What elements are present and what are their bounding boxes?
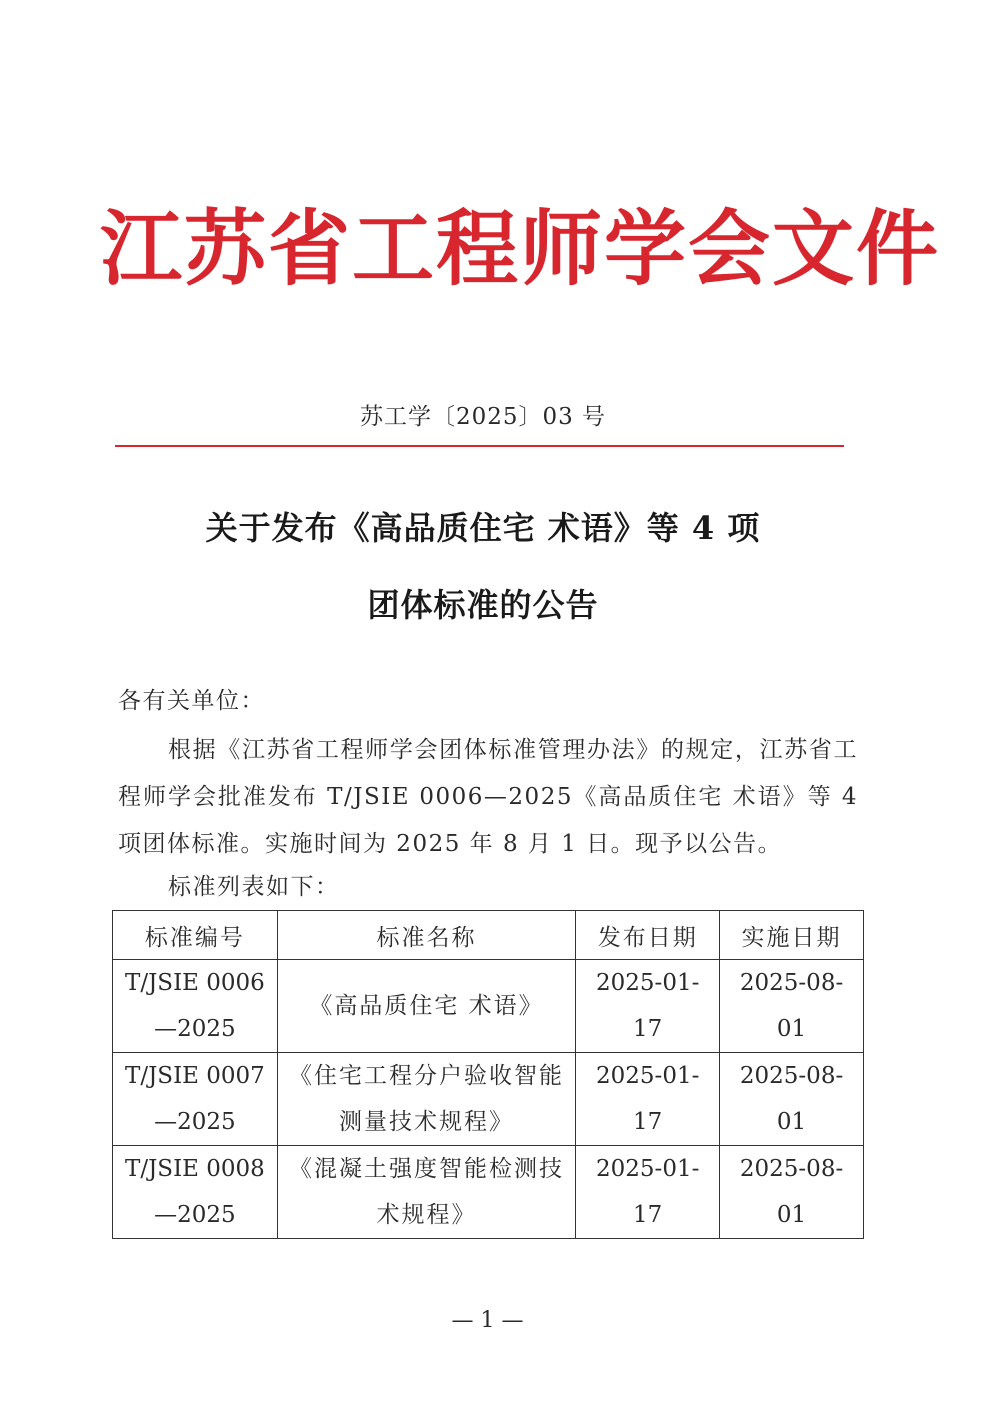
standard-name: 《高品质住宅 术语》: [277, 960, 575, 1053]
publish-date: 2025-01-17: [576, 1146, 720, 1239]
publish-date: 2025-01-17: [576, 960, 720, 1053]
standard-name: 《住宅工程分户验收智能测量技术规程》: [277, 1053, 575, 1146]
red-divider-line: [115, 445, 844, 447]
header-code: 标准编号: [113, 911, 278, 960]
standards-table: [112, 910, 864, 1239]
standard-name: 《混凝土强度智能检测技术规程》: [277, 1146, 575, 1239]
document-number: 苏工学〔2025〕03 号: [359, 404, 607, 430]
table-row: [113, 960, 864, 1053]
implement-date: 2025-08-01: [720, 1146, 864, 1239]
header-implement-date: 实施日期: [720, 911, 864, 960]
header-name: 标准名称: [277, 911, 575, 960]
implement-date: 2025-08-01: [720, 1053, 864, 1146]
standard-code-line2: —2025: [154, 1109, 236, 1135]
implement-date: 2025-08-01: [720, 960, 864, 1053]
page-number: — 1 —: [451, 1308, 524, 1333]
standard-code: [113, 1146, 278, 1239]
table-row: [113, 1146, 864, 1239]
table-header-row: [113, 911, 864, 960]
standard-code-line1: T/JSIE 0006: [125, 970, 265, 996]
announcement-title-line1: 关于发布《高品质住宅 术语》等 4 项: [205, 509, 761, 547]
list-intro: 标准列表如下：: [168, 874, 340, 900]
standard-code: [113, 960, 278, 1053]
header-publish-date: 发布日期: [576, 911, 720, 960]
standard-code-line2: —2025: [154, 1016, 236, 1042]
table-row: [113, 1053, 864, 1146]
publish-date: 2025-01-17: [576, 1053, 720, 1146]
standard-code: [113, 1053, 278, 1146]
announcement-title-line2: 团体标准的公告: [367, 586, 599, 624]
standard-code-line1: T/JSIE 0008: [125, 1156, 265, 1182]
standard-code-line1: T/JSIE 0007: [125, 1063, 265, 1089]
standard-code-line2: —2025: [154, 1202, 236, 1228]
salutation: 各有关单位：: [118, 688, 265, 714]
org-file-header: 江苏省工程师学会文件: [100, 202, 941, 297]
body-paragraph: 根据《江苏省工程师学会团体标准管理办法》的规定，江苏省工程师学会批准发布 T/JSIE 0006—2025《高品质住宅 术语》等 4 项团体标准。实施时间为 2025 年 8 月 1 日。现予以公告。: [118, 737, 858, 857]
